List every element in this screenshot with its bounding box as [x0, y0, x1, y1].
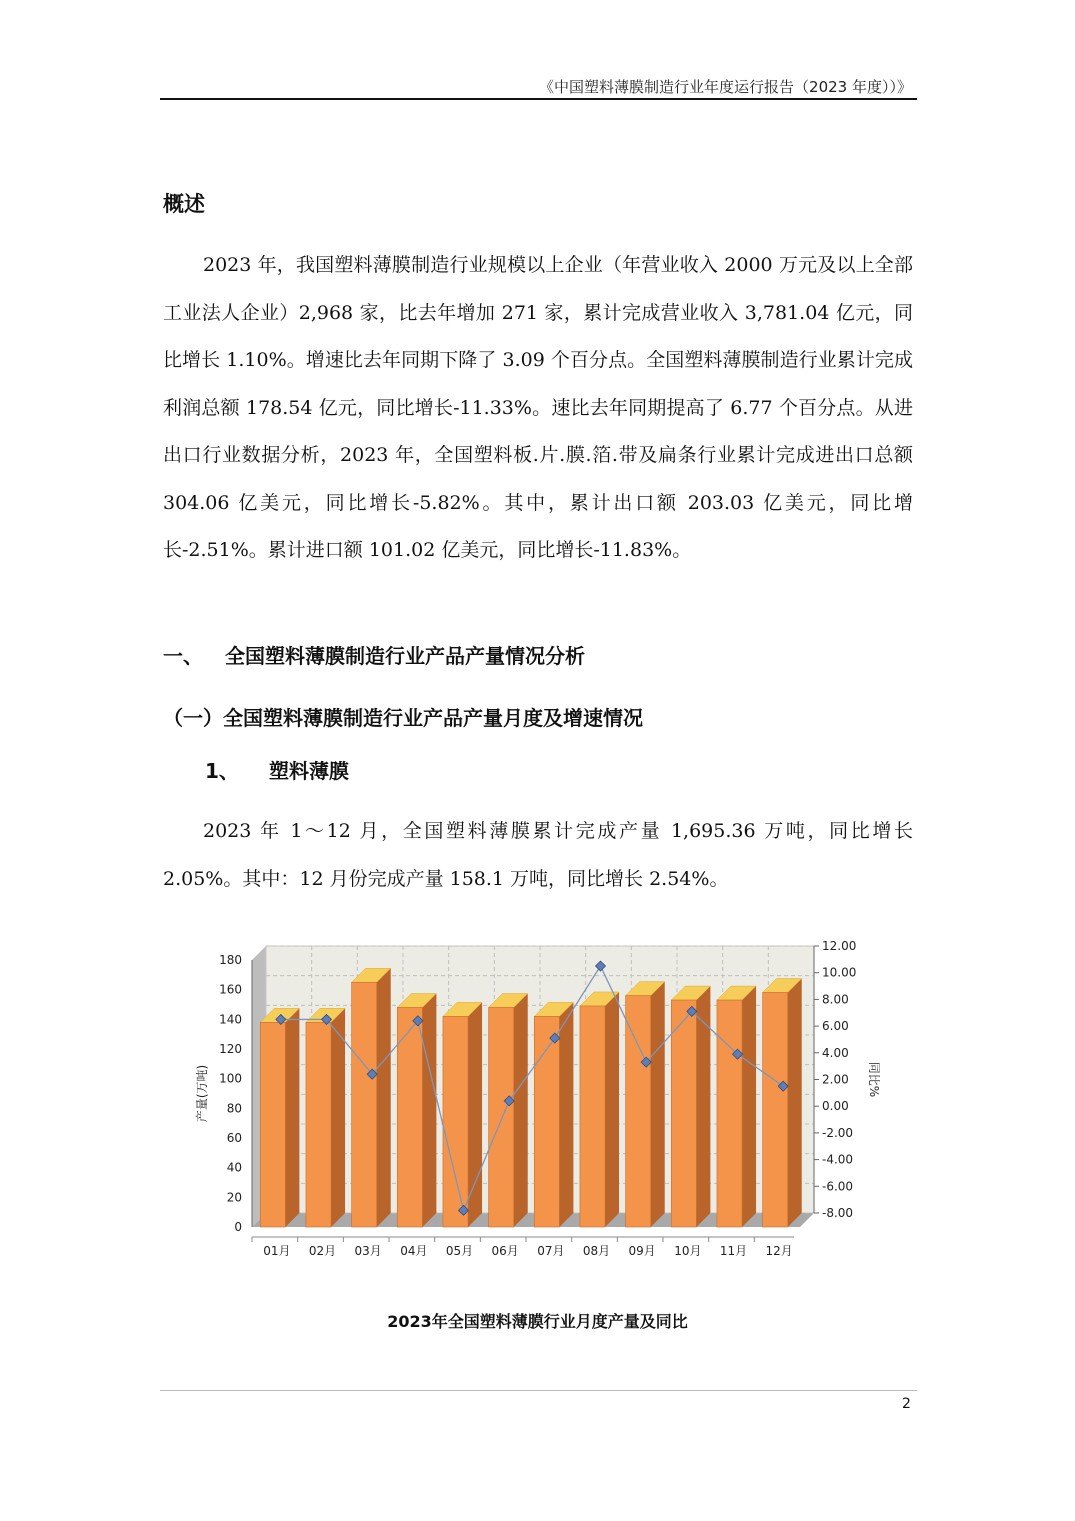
bar-side — [285, 1008, 299, 1227]
bar-side — [377, 968, 391, 1227]
production-chart-svg — [190, 930, 890, 1270]
overview-paragraph — [163, 242, 913, 575]
item-number: 1、 — [205, 759, 239, 783]
bar-side — [605, 992, 619, 1227]
bar-side — [742, 986, 756, 1227]
bar-side — [788, 978, 802, 1227]
y-tick-label: 180 — [219, 953, 242, 967]
bar-side — [331, 1008, 345, 1227]
x-tick-label: 04月 — [400, 1244, 428, 1258]
x-tick-label: 05月 — [445, 1244, 474, 1258]
y2-tick-label: -8.00 — [822, 1206, 854, 1220]
film-paragraph-text: 2023 年 1～12 月，全国塑料薄膜累计完成产量 1,695.36 万吨，同比增长 2.05%。其中：12 月份完成产量 158.1 万吨，同比增长 2.54%。 — [163, 820, 913, 890]
subsection-heading: （一）全国塑料薄膜制造行业产品产量月度及增速情况 — [163, 706, 643, 730]
bar — [306, 1022, 331, 1227]
x-tick-label: 12月 — [765, 1244, 793, 1258]
x-tick-label: 01月 — [263, 1244, 291, 1258]
bar — [443, 1016, 468, 1227]
y2-tick-label: -4.00 — [822, 1152, 854, 1167]
bar — [717, 1000, 742, 1227]
x-tick-label: 08月 — [582, 1244, 611, 1258]
section-number: 一、 — [163, 644, 203, 668]
bar — [260, 1022, 285, 1227]
item-title: 塑料薄膜 — [269, 759, 349, 783]
bar — [671, 1000, 696, 1227]
overview-heading: 概述 — [163, 192, 205, 216]
y-tick-label: 40 — [226, 1160, 242, 1175]
film-paragraph — [163, 808, 913, 903]
bar-side — [559, 1002, 573, 1227]
bar-side — [651, 982, 665, 1227]
y-tick-label: 0 — [234, 1220, 242, 1234]
y-axis-label: 产量(万吨) — [195, 1064, 209, 1123]
y2-tick-label: -6.00 — [822, 1179, 854, 1194]
y-tick-label: 60 — [226, 1131, 242, 1145]
y2-tick-label: 6.00 — [822, 1019, 849, 1034]
x-tick-label: 09月 — [628, 1244, 656, 1258]
overview-paragraph-text: 2023 年，我国塑料薄膜制造行业规模以上企业（年营业收入 2000 万元及以上全部工业法人企业）2,968 家，比去年增加 271 家，累计完成营业收入 3,781.04 亿元，同比增长 1.10%。增速比去年同期下降了 3.09 个百分点。全国塑料薄膜制造行业累计完成利润总额 178.54 亿元，同比增长-11.33%。速比去年同期提高了 6.77 个百分点。从进出口行业数据分析，2023 年，全国塑料板.片.膜.箔.带及扁条行业累计完成进出口总额 304.06 亿美元，同比增长-5.82%。其中，累计出口额 203.03 亿美元，同比增长-2.51%。累计进口额 101.02 亿美元，同比增长-11.83%。 — [163, 254, 913, 561]
y-tick-label: 20 — [226, 1190, 242, 1205]
header-rule — [160, 98, 917, 100]
section-heading — [163, 640, 585, 669]
bar — [489, 1007, 514, 1227]
y2-tick-label: 0.00 — [822, 1099, 849, 1114]
chart-caption: 2023年全国塑料薄膜行业月度产量及同比 — [387, 1312, 688, 1331]
x-tick-label: 10月 — [674, 1244, 702, 1258]
x-tick-label: 02月 — [308, 1244, 337, 1258]
x-tick-label: 11月 — [719, 1244, 748, 1258]
bar-side — [514, 993, 528, 1227]
y2-axis-label: 同比% — [867, 1061, 881, 1098]
y2-tick-label: 12.00 — [822, 939, 857, 953]
y2-tick-label: 4.00 — [822, 1045, 849, 1060]
y-tick-label: 140 — [219, 1012, 242, 1027]
y2-tick-label: 10.00 — [822, 965, 857, 980]
footer-rule — [160, 1390, 917, 1391]
y2-tick-label: 2.00 — [822, 1072, 849, 1087]
item-heading — [205, 755, 349, 784]
y-tick-label: 160 — [219, 982, 242, 997]
y-tick-label: 120 — [219, 1042, 242, 1056]
y-tick-label: 100 — [219, 1071, 242, 1086]
y2-tick-label: -2.00 — [822, 1125, 854, 1140]
bar — [626, 996, 651, 1227]
running-header: 《中国塑料薄膜制造行业年度运行报告（2023 年度））》 — [539, 78, 912, 96]
y2-tick-label: 8.00 — [822, 992, 849, 1007]
bar — [352, 982, 377, 1227]
bar-side — [422, 993, 436, 1227]
page-number: 2 — [902, 1396, 911, 1412]
x-tick-label: 07月 — [537, 1244, 565, 1258]
bar — [580, 1006, 605, 1227]
section-title: 全国塑料薄膜制造行业产品产量情况分析 — [225, 644, 585, 668]
y-tick-label: 80 — [226, 1101, 242, 1116]
x-tick-label: 06月 — [491, 1244, 519, 1258]
production-chart — [190, 930, 890, 1270]
x-tick-label: 03月 — [354, 1244, 382, 1258]
bar — [534, 1016, 559, 1227]
bar — [763, 992, 788, 1227]
